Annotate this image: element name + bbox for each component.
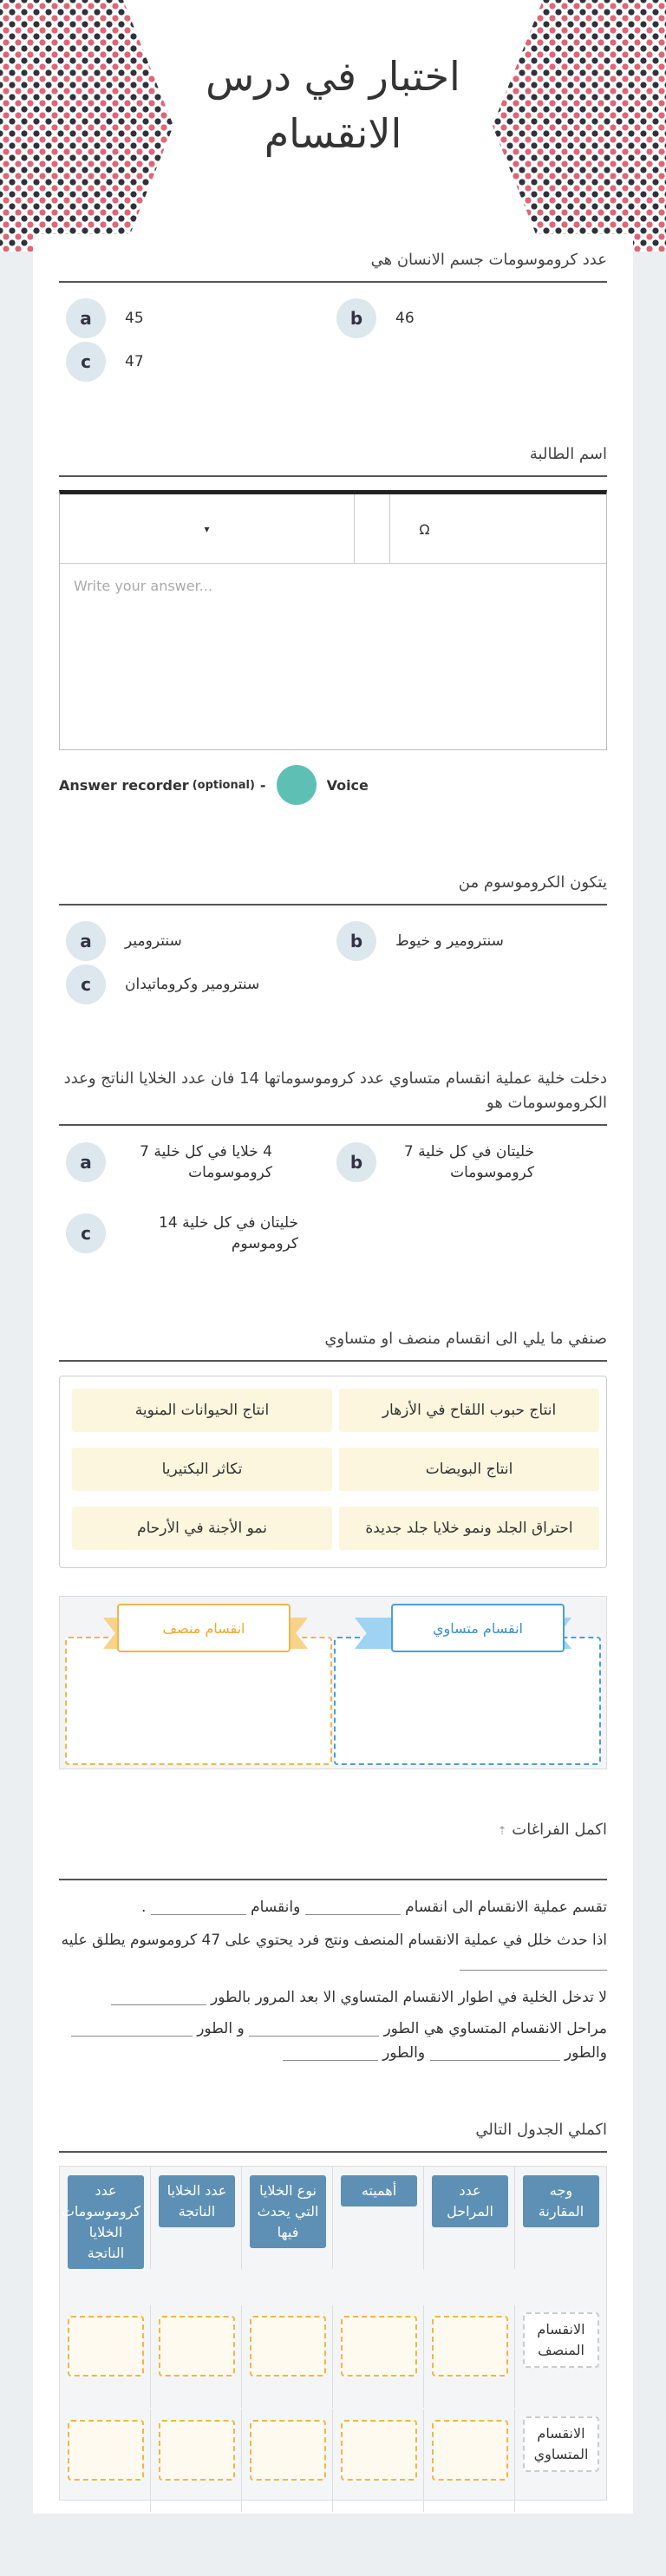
option-a[interactable] bbox=[66, 1141, 272, 1183]
table-cell bbox=[152, 2305, 242, 2408]
blank-input[interactable] bbox=[305, 1899, 401, 1915]
bucket-reduction-label: انقسام منصف bbox=[117, 1604, 291, 1652]
row-label: الانقسام المنصف bbox=[523, 2312, 599, 2368]
drop-zone[interactable] bbox=[341, 2420, 417, 2481]
table-cell bbox=[152, 2167, 242, 2269]
option-text: سنترومير و خيوط bbox=[395, 932, 504, 950]
table-cell bbox=[516, 2409, 606, 2512]
sort-chip[interactable]: نمو الأجنة في الأرحام bbox=[72, 1507, 332, 1550]
answer-input[interactable]: Write your answer... bbox=[74, 578, 212, 594]
blank-input[interactable] bbox=[249, 2021, 379, 2037]
table-cell bbox=[243, 2305, 333, 2408]
special-char-button[interactable] bbox=[389, 494, 459, 564]
option-c[interactable] bbox=[66, 964, 259, 1004]
question-title: اسم الطالبة bbox=[59, 442, 607, 477]
option-a[interactable] bbox=[66, 921, 182, 961]
drop-zone[interactable] bbox=[341, 2316, 417, 2377]
table-cell bbox=[243, 2409, 333, 2512]
table-header: نوع الخلايا التي يحدث فيها bbox=[250, 2175, 326, 2248]
blank-input[interactable] bbox=[151, 1899, 246, 1915]
option-text: خليتان في كل خلية 7 كروموسومات bbox=[403, 1143, 534, 1181]
table-header: عدد الخلايا الناتجة bbox=[159, 2175, 235, 2227]
option-b[interactable] bbox=[336, 298, 415, 338]
option-letter: b bbox=[336, 921, 376, 961]
fill-text: والطور bbox=[564, 2044, 607, 2062]
fill-text: وانقسام bbox=[251, 1899, 301, 1916]
option-text: سنترومير bbox=[125, 932, 182, 950]
fill-line bbox=[59, 2042, 607, 2064]
table-header: أهميته bbox=[341, 2175, 417, 2207]
option-b[interactable] bbox=[336, 1141, 534, 1183]
question-title: صنفي ما يلي الى انقسام منصف او متساوي bbox=[59, 1327, 607, 1362]
bucket-reduction[interactable] bbox=[65, 1637, 332, 1765]
table-header: عدد المراحل bbox=[432, 2175, 508, 2227]
drop-zone[interactable] bbox=[159, 2316, 235, 2377]
info-icon: ⇡ bbox=[497, 1825, 507, 1838]
format-dropdown[interactable] bbox=[60, 494, 355, 564]
option-letter: b bbox=[336, 298, 376, 338]
fill-line bbox=[59, 1986, 607, 2009]
recorder-optional: (optional) bbox=[192, 778, 255, 792]
option-text: 45 bbox=[125, 310, 144, 327]
table-cell bbox=[334, 2305, 424, 2408]
fill-text: والطور bbox=[382, 2044, 426, 2062]
row-label: الانقسام المتساوي bbox=[523, 2416, 599, 2472]
fill-text: و الطور bbox=[197, 2020, 245, 2037]
fill-text: لا تدخل الخلية في اطوار الانقسام المتساوي الا بعد المرور بالطور bbox=[211, 1989, 607, 2006]
sort-chip[interactable]: انتاج البويضات bbox=[339, 1448, 599, 1491]
editor-toolbar bbox=[60, 494, 606, 564]
sort-buckets bbox=[59, 1596, 607, 1769]
comparison-table bbox=[59, 2166, 607, 2501]
bucket-equal[interactable] bbox=[334, 1637, 601, 1765]
record-voice-button[interactable] bbox=[277, 765, 317, 805]
table-cell bbox=[516, 2305, 606, 2408]
table-cell bbox=[243, 2167, 333, 2269]
option-a[interactable] bbox=[66, 298, 144, 338]
bucket-equal-label: انقسام متساوي bbox=[391, 1604, 565, 1652]
fill-line bbox=[59, 2017, 607, 2040]
blank-input[interactable] bbox=[430, 2045, 560, 2061]
recorder-dash: - bbox=[259, 776, 266, 794]
blank-input[interactable] bbox=[460, 1955, 607, 1971]
option-text: 46 bbox=[395, 310, 415, 327]
blank-input[interactable] bbox=[111, 1990, 206, 2005]
option-letter: b bbox=[336, 1142, 376, 1182]
option-text: خليتان في كل خلية 14 كروموسوم bbox=[159, 1214, 298, 1252]
drop-zone[interactable] bbox=[68, 2316, 144, 2377]
page-title: اختبار في درس الانقسام bbox=[206, 53, 460, 157]
drop-zone[interactable] bbox=[432, 2316, 508, 2377]
option-c[interactable] bbox=[66, 342, 144, 382]
fill-line: تقسم عملية الانقسام الى انقسام وانقسام . bbox=[140, 1899, 607, 1916]
table-cell bbox=[61, 2305, 151, 2408]
recorder-label: Answer recorder bbox=[59, 776, 189, 794]
table-cell bbox=[425, 2305, 515, 2408]
table-cell bbox=[516, 2167, 606, 2269]
blank-input[interactable] bbox=[71, 2021, 193, 2037]
question-title: عدد كروموسومات جسم الانسان هي bbox=[59, 248, 607, 283]
option-letter: c bbox=[66, 1213, 106, 1253]
sort-chip[interactable]: احتراق الجلد ونمو خلايا جلد جديدة bbox=[339, 1507, 599, 1550]
option-text: 4 خلايا في كل خلية 7 كروموسومات bbox=[140, 1143, 272, 1181]
table-cell bbox=[61, 2167, 151, 2269]
table-header: عدد كروموسومات الخلايا الناتجة bbox=[68, 2175, 144, 2269]
drop-zone[interactable] bbox=[159, 2420, 235, 2481]
option-letter: c bbox=[66, 964, 106, 1004]
drop-zone[interactable] bbox=[68, 2420, 144, 2481]
sort-chip[interactable]: انتاج حبوب اللقاح في الأزهار bbox=[339, 1389, 599, 1432]
fill-text: تقسم عملية الانقسام الى انقسام bbox=[405, 1899, 607, 1916]
question-title-text: اكمل الفراغات bbox=[512, 1821, 607, 1839]
ribbon-tail bbox=[355, 1618, 395, 1649]
table-header: وجه المقارنة bbox=[523, 2175, 599, 2227]
fill-text: مراحل الانقسام المتساوي هي الطور bbox=[383, 2020, 607, 2037]
question-title: دخلت خلية عملية انقسام متساوي عدد كروموسوماتها 14 فان عدد الخلايا الناتج وعدد الكروموسومات هو bbox=[59, 1067, 607, 1126]
table-cell bbox=[425, 2409, 515, 2512]
table-cell bbox=[334, 2409, 424, 2512]
option-letter: a bbox=[66, 298, 106, 338]
blank-input[interactable] bbox=[283, 2045, 378, 2061]
sort-chip[interactable]: تكاثر البكتيريا bbox=[72, 1448, 332, 1491]
fill-line bbox=[59, 1929, 607, 1974]
option-b[interactable] bbox=[336, 921, 504, 961]
sort-items-box bbox=[59, 1376, 607, 1568]
table-cell bbox=[425, 2167, 515, 2269]
option-letter: c bbox=[66, 342, 106, 382]
option-text: 47 bbox=[125, 353, 144, 370]
question-title: اكملي الجدول التالي bbox=[59, 2118, 607, 2153]
table-cell bbox=[61, 2409, 151, 2512]
question-title: يتكون الكروموسوم من bbox=[59, 871, 607, 906]
option-letter: a bbox=[66, 1142, 106, 1182]
drop-zone[interactable] bbox=[250, 2420, 326, 2481]
sort-chip[interactable]: انتاج الحيوانات المنوية bbox=[72, 1389, 332, 1432]
question-title bbox=[59, 1818, 607, 1880]
omega-icon: Ω bbox=[419, 520, 430, 538]
chevron-down-icon: ▾ bbox=[204, 523, 210, 535]
answer-editor[interactable] bbox=[59, 490, 607, 750]
table-cell bbox=[334, 2167, 424, 2269]
answer-recorder bbox=[59, 765, 369, 805]
fill-text: اذا حدث خلل في عملية الانقسام المنصف ونتج فرد يحتوي على 47 كروموسوم يطلق عليه bbox=[61, 1932, 607, 1949]
voice-label: Voice bbox=[326, 776, 369, 794]
drop-zone[interactable] bbox=[432, 2420, 508, 2481]
option-text: سنترومير وكروماتيدان bbox=[125, 976, 260, 993]
option-letter: a bbox=[66, 921, 106, 961]
table-cell bbox=[152, 2409, 242, 2512]
quiz-page bbox=[33, 234, 633, 2514]
option-c[interactable] bbox=[66, 1213, 298, 1254]
drop-zone[interactable] bbox=[250, 2316, 326, 2377]
